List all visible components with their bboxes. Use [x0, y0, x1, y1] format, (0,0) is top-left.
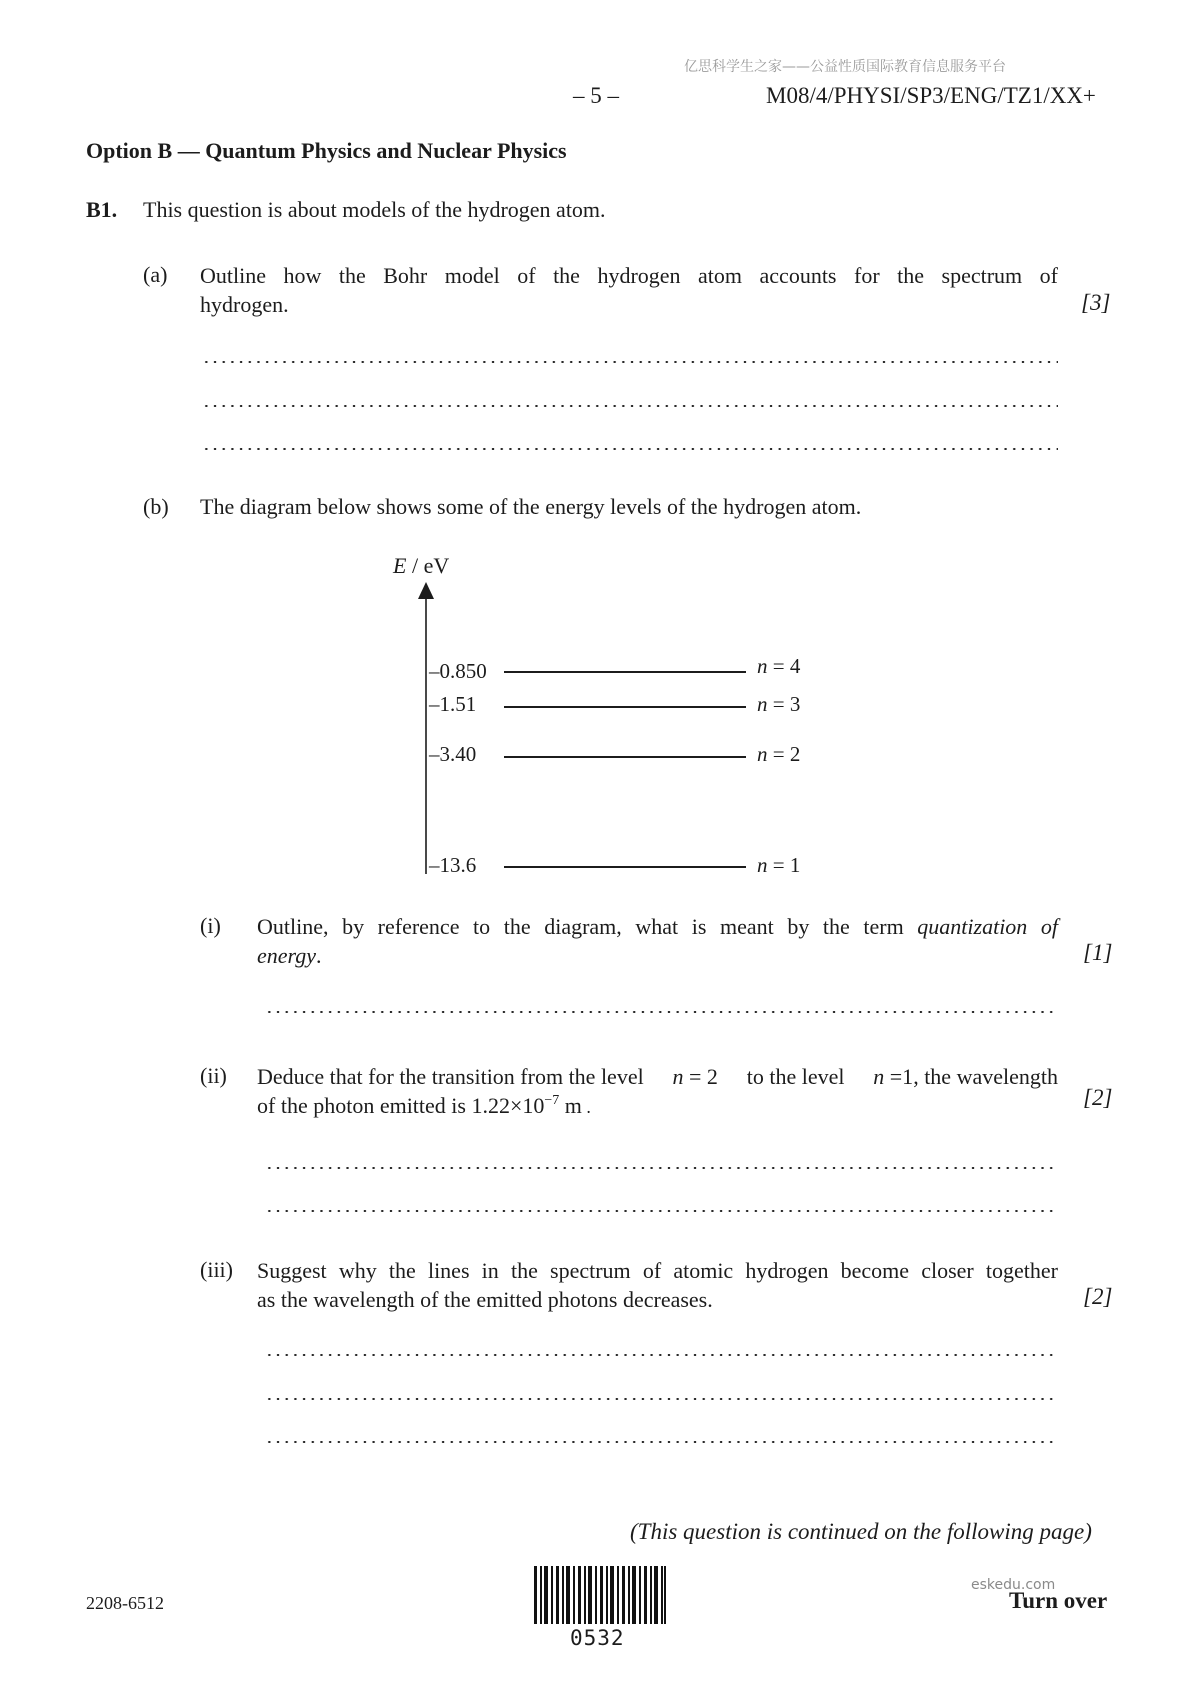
answer-line[interactable] [202, 405, 1058, 407]
part-b-iii-marks: [2] [1083, 1284, 1113, 1309]
energy-level-line-n2 [504, 756, 746, 758]
question-number: B1. [86, 197, 118, 222]
axis-label [393, 553, 449, 579]
answer-line[interactable] [265, 1441, 1058, 1443]
part-b-ii-line1: Deduce that for the transition from the level n = 2 to the level n =1, the wavelength [257, 1064, 1058, 1089]
energy-value-n2: –3.40 [429, 742, 477, 766]
axis-arrowhead [418, 582, 434, 599]
part-a-label: (a) [143, 262, 168, 287]
question-intro: This question is about models of the hydrogen atom. [143, 197, 606, 222]
part-a-marks: [3] [1081, 290, 1111, 315]
answer-line[interactable] [265, 1210, 1058, 1212]
part-b-ii-line2: of the photon emitted is $1.22\times 10^{-7}$ m . [257, 1093, 591, 1118]
part-b-i-label: (i) [200, 913, 221, 938]
part-b-ii-marks: [2] [1083, 1085, 1113, 1110]
answer-line[interactable] [265, 1011, 1058, 1013]
continued-note: (This question is continued on the following page) [630, 1519, 1092, 1544]
answer-line[interactable] [265, 1354, 1058, 1356]
header-watermark: 亿思科学生之家——公益性质国际教育信息服务平台 [684, 59, 1006, 75]
part-b-i-marks: [1] [1083, 940, 1113, 965]
energy-value-n4: –0.850 [429, 659, 487, 683]
energy-level-line-n3 [504, 706, 746, 708]
part-b-ii-text [257, 1062, 1058, 1124]
axis-label-unit: / eV [406, 553, 450, 578]
answer-line[interactable] [202, 448, 1058, 450]
level-label-n1: n = 1 [757, 853, 801, 877]
part-b-iii-line2: as the wavelength of the emitted photons decreases. [257, 1287, 713, 1312]
level-label-n3: n = 3 [757, 692, 801, 716]
energy-level-line-n1 [504, 866, 746, 868]
part-a-text [200, 261, 1058, 319]
energy-level-line-n4 [504, 671, 746, 673]
energy-axis [413, 582, 439, 876]
turn-over: Turn over [1009, 1588, 1108, 1613]
level-label-n4: n = 4 [757, 654, 801, 678]
part-a-line2: hydrogen. [200, 292, 289, 317]
document-code: 2208-6512 [86, 1593, 164, 1613]
part-b-iii-label: (iii) [200, 1257, 233, 1282]
part-b-iii-text [257, 1256, 1058, 1314]
answer-line[interactable] [265, 1398, 1058, 1400]
paper-code: M08/4/PHYSI/SP3/ENG/TZ1/XX+ [766, 83, 1096, 108]
page-number: – 5 – [573, 83, 619, 108]
part-b-label: (b) [143, 494, 169, 519]
answer-line[interactable] [202, 361, 1058, 363]
axis-label-variable: E [393, 553, 407, 578]
energy-value-n3: –1.51 [429, 692, 477, 716]
part-b-text: The diagram below shows some of the energy levels of the hydrogen atom. [200, 494, 862, 519]
barcode [534, 1566, 666, 1624]
answer-line[interactable] [265, 1167, 1058, 1169]
part-b-iii-line1: Suggest why the lines in the spectrum of atomic hydrogen become closer together [257, 1258, 1058, 1283]
part-b-i-line1: Outline, by reference to the diagram, what is meant by the term quantization of [257, 914, 1059, 939]
part-b-i-text [257, 912, 1058, 970]
option-title: Option B — Quantum Physics and Nuclear Physics [86, 138, 567, 163]
level-label-n2: n = 2 [757, 742, 801, 766]
site-watermark: eskedu.com [971, 1577, 1056, 1593]
part-b-i-line2: energy. [257, 943, 322, 968]
part-a-line1: Outline how the Bohr model of the hydrogen atom accounts for the spectrum of [200, 263, 1058, 288]
part-b-ii-label: (ii) [200, 1063, 227, 1088]
energy-value-n1: –13.6 [429, 853, 477, 877]
barcode-number: 0532 [570, 1626, 625, 1650]
